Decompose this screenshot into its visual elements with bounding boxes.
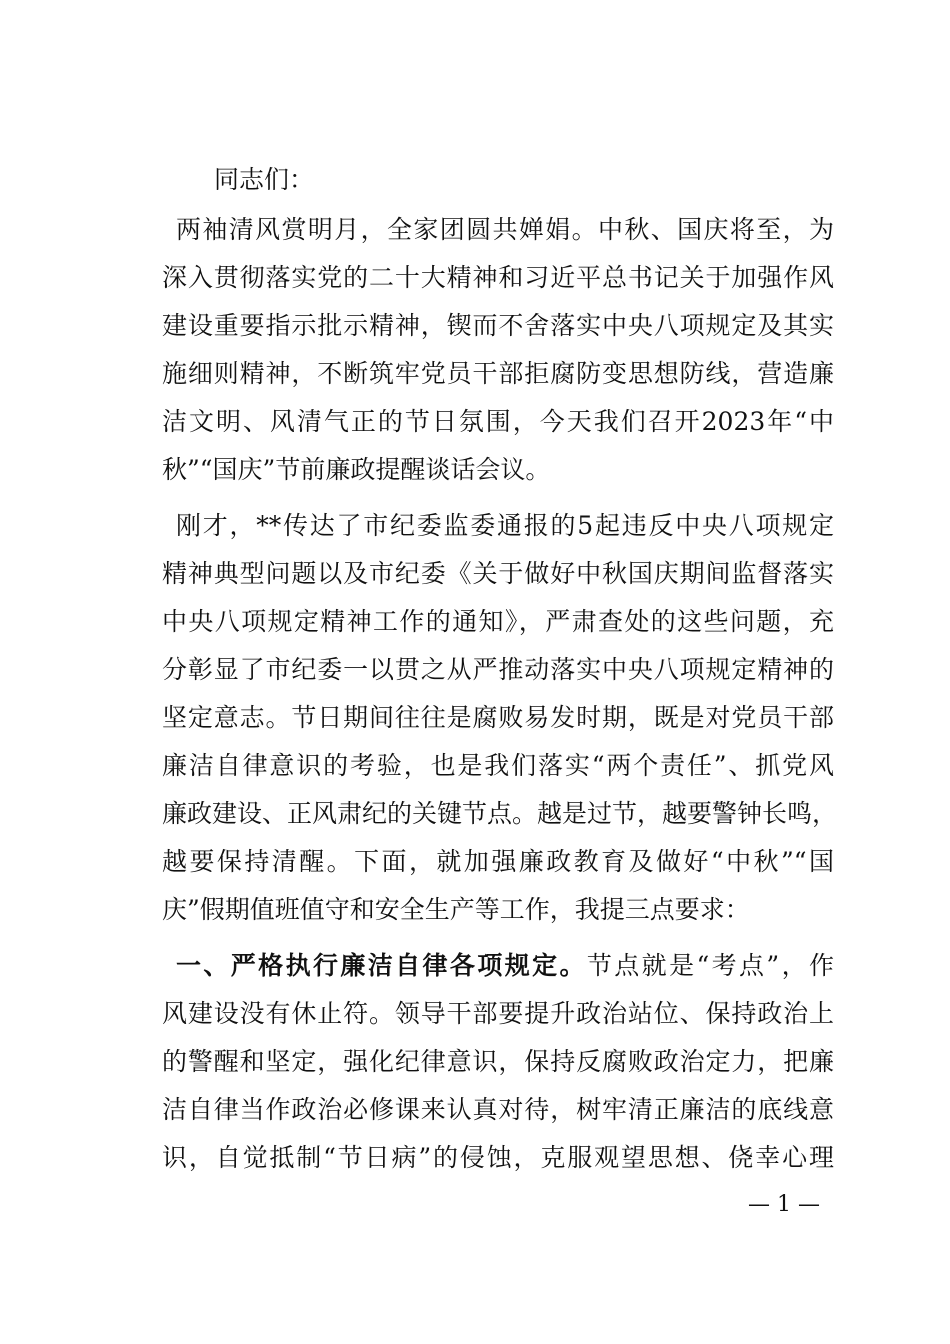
paragraph-2-line-8: 越要保持清醒。下面，就加强廉政教育及做好“中秋”“国: [162, 847, 834, 876]
paragraph-1-line-3: 建设重要指示批示精神，锲而不舍落实中央八项规定及其实: [162, 311, 834, 340]
section-heading: 一、严格执行廉洁自律各项规定。: [176, 951, 587, 980]
paragraph-1-line-4: 施细则精神，不断筑牢党员干部拒腐防变思想防线，营造廉: [162, 359, 834, 388]
paragraph-2-line-7: 廉政建设、正风肃纪的关键节点。越是过节，越要警钟长鸣，: [162, 799, 838, 828]
paragraph-2-line-5: 坚定意志。节日期间往往是腐败易发时期，既是对党员干部: [162, 703, 834, 732]
paragraph-2-line-9: 庆”假期值班值守和安全生产等工作，我提三点要求：: [162, 895, 750, 924]
paragraph-3-line-5: 识，自觉抵制“节日病”的侵蚀，克服观望思想、侥幸心理: [162, 1143, 834, 1172]
section-heading-rest: 节点就是“考点”，作: [586, 951, 834, 980]
paragraph-3-line-1: [176, 942, 834, 990]
salutation: 同志们：: [214, 165, 315, 194]
paragraph-2-line-3: 中央八项规定精神工作的通知》，严肃查处的这些问题，充: [162, 607, 834, 636]
paragraph-3-line-3: 的警醒和坚定，强化纪律意识，保持反腐败政治定力，把廉: [162, 1047, 834, 1076]
page-number: — 1 —: [748, 1192, 820, 1217]
paragraph-2-line-2: 精神典型问题以及市纪委《关于做好中秋国庆期间监督落实: [162, 559, 834, 588]
paragraph-2-line-4: 分彰显了市纪委一以贯之从严推动落实中央八项规定精神的: [162, 655, 834, 684]
paragraph-2-line-1: 刚才，**传达了市纪委监委通报的5起违反中央八项规定: [176, 511, 834, 540]
paragraph-2-line-6: 廉洁自律意识的考验，也是我们落实“两个责任”、抓党风: [162, 751, 834, 780]
paragraph-1-line-2: 深入贯彻落实党的二十大精神和习近平总书记关于加强作风: [162, 263, 834, 292]
paragraph-1-line-6: 秋”“国庆”节前廉政提醒谈话会议。: [162, 455, 551, 484]
paragraph-3-line-2: 风建设没有休止符。领导干部要提升政治站位、保持政治上: [162, 999, 834, 1028]
paragraph-3-line-4: 洁自律当作政治必修课来认真对待，树牢清正廉洁的底线意: [162, 1095, 834, 1124]
paragraph-1-line-1: 两袖清风赏明月，全家团圆共婵娟。中秋、国庆将至，为: [176, 215, 834, 244]
paragraph-1-line-5: 洁文明、风清气正的节日氛围，今天我们召开2023年“中: [162, 407, 834, 436]
